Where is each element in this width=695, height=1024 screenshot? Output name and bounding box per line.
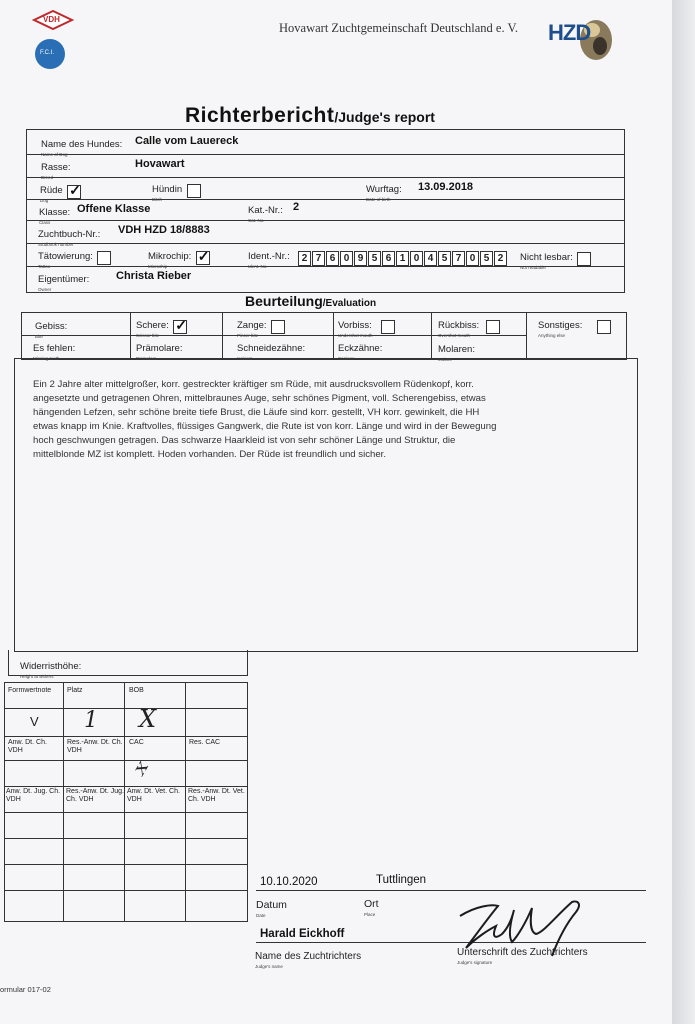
ident-digit: 5: [438, 251, 451, 266]
dog-name: Calle vom Lauereck: [135, 135, 239, 147]
ident-digits: [298, 248, 508, 266]
results-header: Platz: [67, 687, 83, 694]
molars-label: Molaren: Molars: [438, 344, 475, 362]
cat-value: 2: [293, 201, 300, 213]
class-value: Offene Klasse: [77, 203, 151, 215]
pincer-checkbox[interactable]: [271, 320, 285, 334]
chip-checkbox[interactable]: ✓: [197, 247, 210, 264]
judge-name-label: Name des Zuchtrichters Judge's name: [255, 951, 362, 969]
ident-digit: 0: [340, 251, 353, 266]
bite-label: Gebiss: Bite: [35, 321, 68, 339]
judge-name: Harald Eickhoff: [260, 928, 345, 940]
ident-digit: 4: [424, 251, 437, 266]
studbook-value: VDH HZD 18/8883: [118, 224, 210, 236]
dog-name-label: Name des Hundes: Name of Dog: [41, 139, 123, 157]
place-label: Ort Place: [364, 898, 379, 917]
results-header: BOB: [129, 687, 144, 694]
male-field: Rüde Dog ✓: [40, 181, 81, 203]
org-name: Hovawart Zuchtgemeinschaft Deutschland e. V.: [279, 21, 519, 35]
results-header: Anw. Dt. Vet. Ch. VDH: [127, 788, 180, 803]
date-value: 10.10.2020: [260, 876, 318, 888]
results-header: CAC: [129, 739, 144, 746]
owner-value: Christa Rieber: [116, 270, 192, 282]
ident-digit: 6: [382, 251, 395, 266]
form-number: ormular 017-02: [0, 985, 51, 994]
undershot-field: Vorbiss: Undershot mouth: [338, 315, 395, 338]
undershot-checkbox[interactable]: [381, 320, 395, 334]
hzd-logo: HZD: [546, 12, 616, 70]
cac-mark: X: [132, 759, 152, 778]
other-checkbox[interactable]: [597, 320, 611, 334]
ident-digit: 7: [452, 251, 465, 266]
class-label: Klasse: Class: [39, 207, 71, 225]
scissor-checkbox[interactable]: ✓: [175, 316, 187, 333]
evaluation-heading: Beurteilung/Evaluation: [245, 293, 377, 309]
bite-grid: [21, 312, 627, 360]
cat-label: Kat.-Nr.: Cat. No.: [248, 205, 283, 223]
tattoo-field: Tätowierung: Tattoo: [38, 246, 111, 269]
results-header: Anw. Dt. Jug. Ch. VDH: [6, 788, 61, 803]
placement-value: 1: [84, 708, 98, 733]
premolars-label: Prämolare: Premolars: [136, 343, 183, 361]
unreadable-field: Nicht lesbar: Not readable: [520, 247, 591, 270]
ident-label: Ident.-Nr.: Ident. No.: [248, 251, 290, 269]
ident-digit: 0: [410, 251, 423, 266]
male-checkbox[interactable]: ✓: [69, 181, 81, 198]
ident-digit: 2: [298, 251, 311, 266]
overshot-checkbox[interactable]: [486, 320, 500, 334]
results-header: Formwertnote: [8, 687, 52, 694]
height-label: Widerristhöhe: Height at withers: [20, 661, 82, 679]
unreadable-checkbox[interactable]: [577, 252, 591, 266]
results-header: Res.-Anw. Dt. Jug. Ch. VDH: [66, 788, 124, 803]
page-title: Richterbericht/Judge's report: [185, 104, 435, 127]
studbook-label: Zuchtbuch-Nr.: Studbook number: [38, 229, 101, 247]
vdh-logo: VDH: [32, 10, 74, 30]
female-checkbox[interactable]: [187, 184, 201, 198]
results-header: Res.-Anw. Dt. Ch. VDH: [67, 739, 123, 754]
results-header: Res.-Anw. Dt. Vet. Ch. VDH: [188, 788, 245, 803]
tattoo-checkbox[interactable]: [97, 251, 111, 265]
incisors-label: Schneidezähne: Incisors: [237, 343, 306, 361]
ident-digit: 9: [354, 251, 367, 266]
chip-field: Mikrochip: Microchip ✓: [148, 247, 210, 269]
breed-label: Rasse: Breed: [41, 162, 71, 180]
place-value: Tuttlingen: [376, 874, 427, 886]
ident-digit: 1: [396, 251, 409, 266]
ident-digit: 6: [326, 251, 339, 266]
ident-digit: 7: [312, 251, 325, 266]
ident-digit: 5: [480, 251, 493, 266]
bob-mark: X: [139, 705, 157, 733]
date-label: Datum Date: [256, 899, 287, 918]
dob-value: 13.09.2018: [418, 181, 474, 193]
ident-digit: 2: [494, 251, 507, 266]
judge-signature-label: Unterschrift des Zuchtrichters Judge's signature: [457, 947, 588, 965]
canines-label: Eckzähne: Canines: [338, 343, 383, 361]
missing-teeth-label: Es fehlen: Missing teeth: [33, 343, 76, 361]
judge-signature: [448, 892, 598, 962]
owner-label: Eigentümer: Owner: [38, 274, 90, 292]
pincer-field: Zange: Pincer bite: [237, 315, 285, 338]
fci-logo: F.C.I.: [35, 39, 65, 69]
dob-label: Wurftag: Date of birth: [366, 184, 402, 202]
page-edge: [672, 0, 695, 1024]
overshot-field: Rückbiss: Overshot mouth: [438, 315, 500, 338]
scissor-field: Schere: Scissor bite ✓: [136, 316, 187, 338]
results-header: Res. CAC: [189, 739, 221, 746]
female-field: Hündin Bitch: [152, 179, 201, 202]
other-field: Sonstiges: Anything else: [538, 315, 611, 338]
breed-value: Hovawart: [135, 158, 185, 170]
form-grade-value: V: [30, 714, 39, 729]
results-header: Anw. Dt. Ch. VDH: [8, 739, 47, 754]
ident-digit: 5: [368, 251, 381, 266]
ident-digit: 0: [466, 251, 479, 266]
evaluation-text: Ein 2 Jahre alter mittelgroßer, korr. gestreckter kräftiger sm Rüde, mit ausdrucksvollem Rüdenkopf, korr. angesetzte und getragenen Ohren, mittelbraunes Auge, sehr schönes Pigment, voll. Scherengebiss, etwas hängenden Lefzen, sehr schöne breite tiefe Brust, die Läufe sind korr. gestellt, VH korr. gewinkelt, die HH etwas knapp im Knie. Kraftvolles, flüssiges Gangwerk, die Rute ist von korr. Länge und wird in der Bewegung hoch geschwungen getragen. Das schwarze Haarkleid ist von sehr schöner Länge und Struktur, die mittelblonde MZ ist komplett. Hoden vorhanden. Der Rüde ist freundlich und sicher.: [33, 379, 497, 460]
